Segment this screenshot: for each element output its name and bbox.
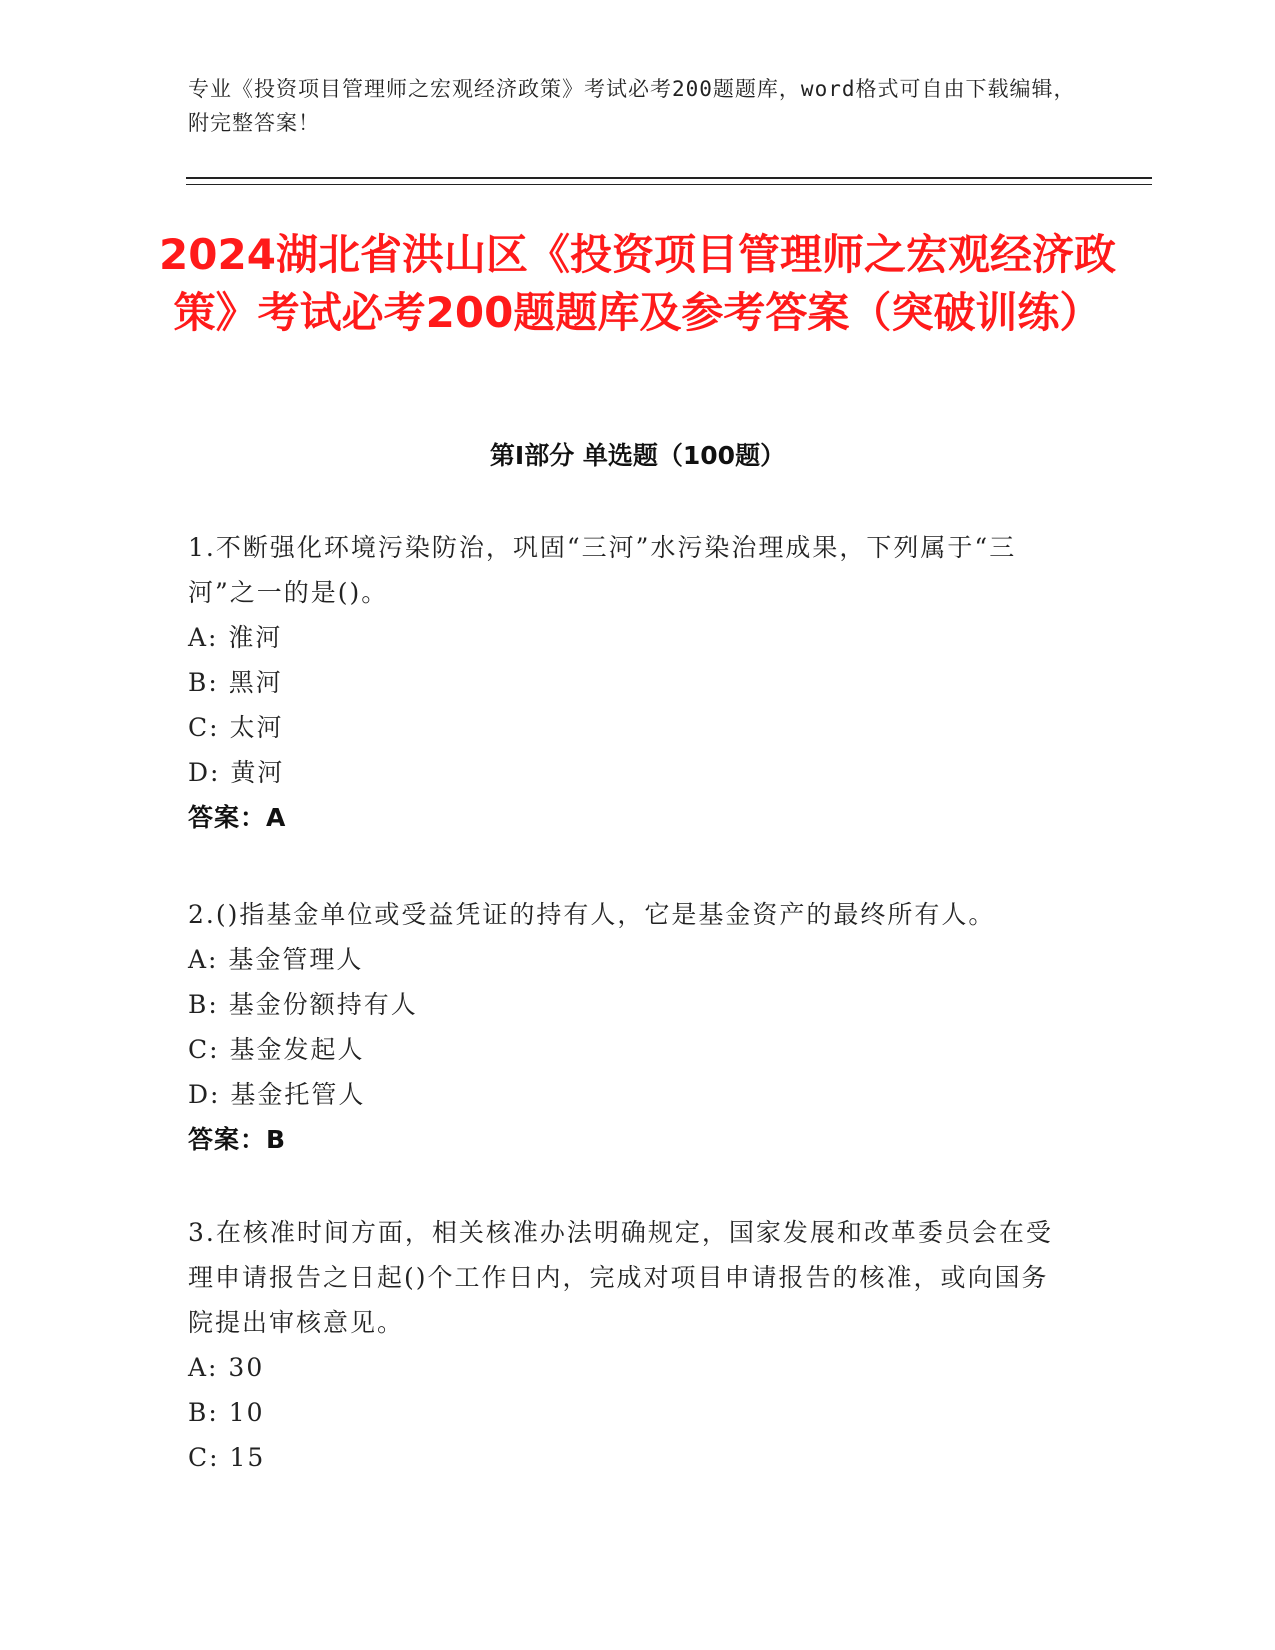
- option-a: A: 30: [188, 1353, 265, 1382]
- section-title: 第I部分 单选题（100题）: [489, 441, 786, 470]
- question-1: [188, 525, 1068, 840]
- question-stem: 2.()指基金单位或受益凭证的持有人，它是基金资产的最终所有人。: [188, 900, 996, 929]
- option-c: C: 太河: [188, 713, 284, 742]
- document-title: 2024湖北省洪山区《投资项目管理师之宏观经济政策》考试必考200题题库及参考答案（突破训练）: [159, 230, 1116, 337]
- option-b: B: 黑河: [188, 668, 283, 697]
- option-a: A: 基金管理人: [188, 945, 364, 974]
- option-d: D: 黄河: [188, 758, 285, 787]
- header-divider-thick: [186, 177, 1152, 179]
- header-note: 专业《投资项目管理师之宏观经济政策》考试必考200题题库，word格式可自由下载编辑，附完整答案！: [188, 77, 1076, 135]
- answer: 答案：A: [188, 803, 287, 832]
- question-stem: 1.不断强化环境污染防治，巩固“三河”水污染治理成果，下列属于“三河”之一的是()。: [188, 533, 1017, 607]
- option-b: B: 10: [188, 1398, 265, 1427]
- header-divider-thin: [186, 184, 1152, 185]
- question-2: [188, 892, 1068, 1162]
- option-b: B: 基金份额持有人: [188, 990, 418, 1019]
- question-stem: 3.在核准时间方面，相关核准办法明确规定，国家发展和改革委员会在受理申请报告之日起()个工作日内，完成对项目申请报告的核准，或向国务院提出审核意见。: [188, 1218, 1053, 1337]
- option-d: D: 基金托管人: [188, 1080, 366, 1109]
- question-3: [188, 1210, 1068, 1480]
- answer: 答案：B: [188, 1125, 287, 1154]
- option-c: C: 15: [188, 1443, 266, 1472]
- option-c: C: 基金发起人: [188, 1035, 365, 1064]
- option-a: A: 淮河: [188, 623, 283, 652]
